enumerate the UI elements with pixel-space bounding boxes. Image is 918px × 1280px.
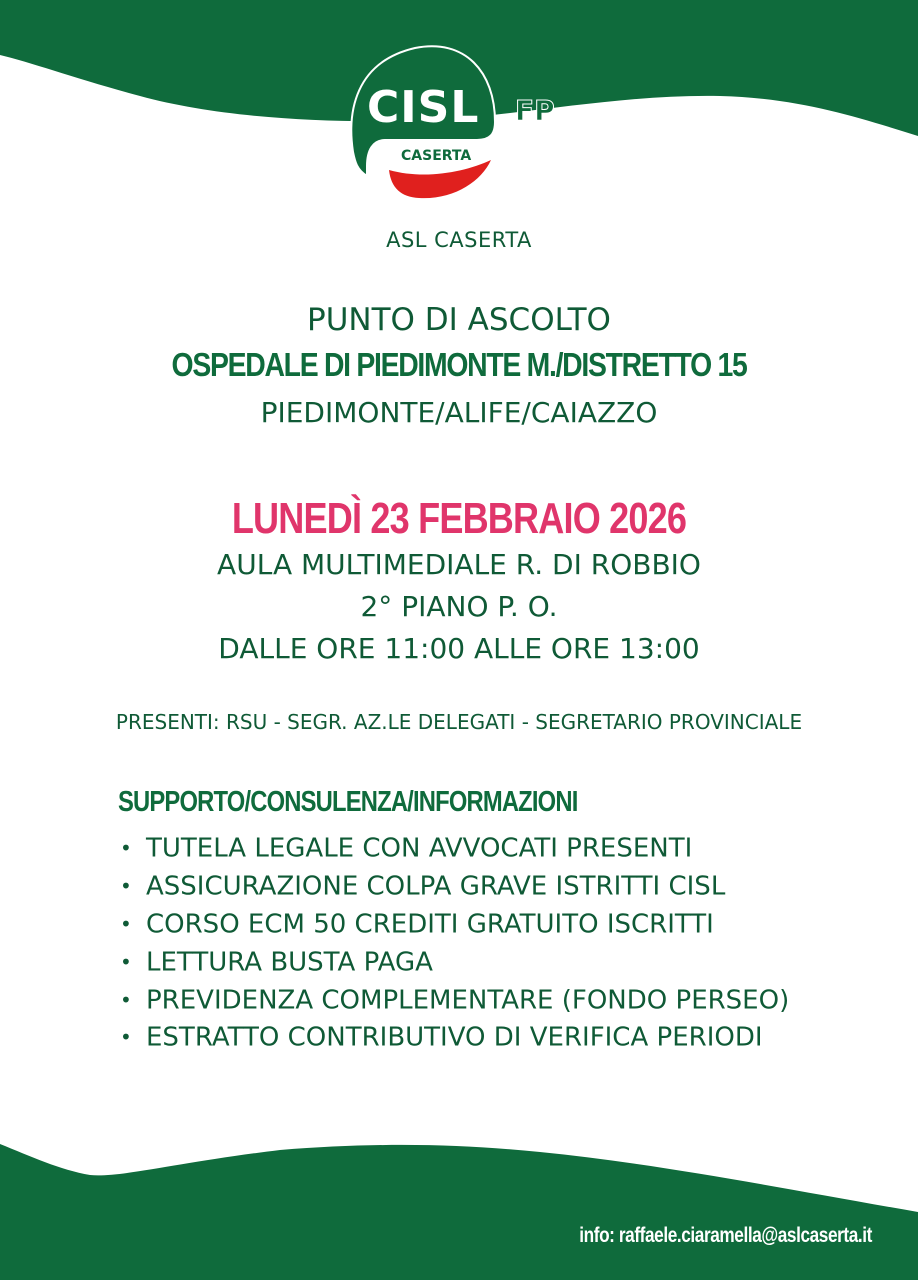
event-floor: 2° PIANO P. O. [360, 590, 558, 623]
event-time: DALLE ORE 11:00 ALLE ORE 13:00 [218, 632, 700, 665]
logo-fp-text: FP [515, 94, 555, 127]
event-areas: PIEDIMONTE/ALIFE/CAIAZZO [260, 396, 658, 429]
services-list [120, 830, 789, 1057]
cisl-fp-logo [345, 42, 585, 212]
event-attendees: PRESENTI: RSU - SEGR. AZ.LE DELEGATI - SEGRETARIO PROVINCIALE [115, 710, 803, 734]
list-item [120, 982, 789, 1020]
list-item-text: CORSO ECM 50 CREDITI GRATUITO ISCRITTI [146, 909, 714, 940]
list-item-text: ESTRATTO CONTRIBUTIVO DI VERIFICA PERIODI [146, 1022, 763, 1053]
event-title: PUNTO DI ASCOLTO [307, 302, 611, 338]
event-room: AULA MULTIMEDIALE R. DI ROBBIO [217, 548, 701, 581]
list-item [120, 1019, 789, 1057]
list-item-text: PREVIDENZA COMPLEMENTARE (FONDO PERSEO) [146, 984, 790, 1015]
event-date: LUNEDÌ 23 FEBBRAIO 2026 [231, 494, 687, 543]
bullet-icon: • [120, 1025, 132, 1050]
list-item [120, 906, 789, 944]
bottom-green-wave [0, 1100, 918, 1280]
logo-cisl-text: CISL [367, 82, 480, 133]
bullet-icon: • [120, 873, 132, 898]
list-item-text: LETTURA BUSTA PAGA [146, 946, 433, 977]
event-venue: OSPEDALE DI PIEDIMONTE M./DISTRETTO 15 [171, 346, 747, 383]
logo-caserta-text: CASERTA [401, 148, 472, 164]
list-item-text: TUTELA LEGALE CON AVVOCATI PRESENTI [146, 833, 693, 864]
bullet-icon: • [120, 836, 132, 860]
services-heading: SUPPORTO/CONSULENZA/INFORMAZIONI [118, 786, 578, 818]
list-item [120, 830, 789, 868]
list-item [120, 868, 789, 906]
list-item-text: ASSICURAZIONE COLPA GRAVE ISTRITTI CISL [146, 871, 726, 902]
bullet-icon: • [120, 987, 132, 1012]
organization-name: ASL CASERTA [386, 228, 532, 252]
bullet-icon: • [120, 949, 132, 974]
bullet-icon: • [120, 911, 132, 936]
contact-email: info: raffaele.ciaramella@aslcaserta.it [579, 1224, 872, 1247]
list-item [120, 944, 789, 982]
